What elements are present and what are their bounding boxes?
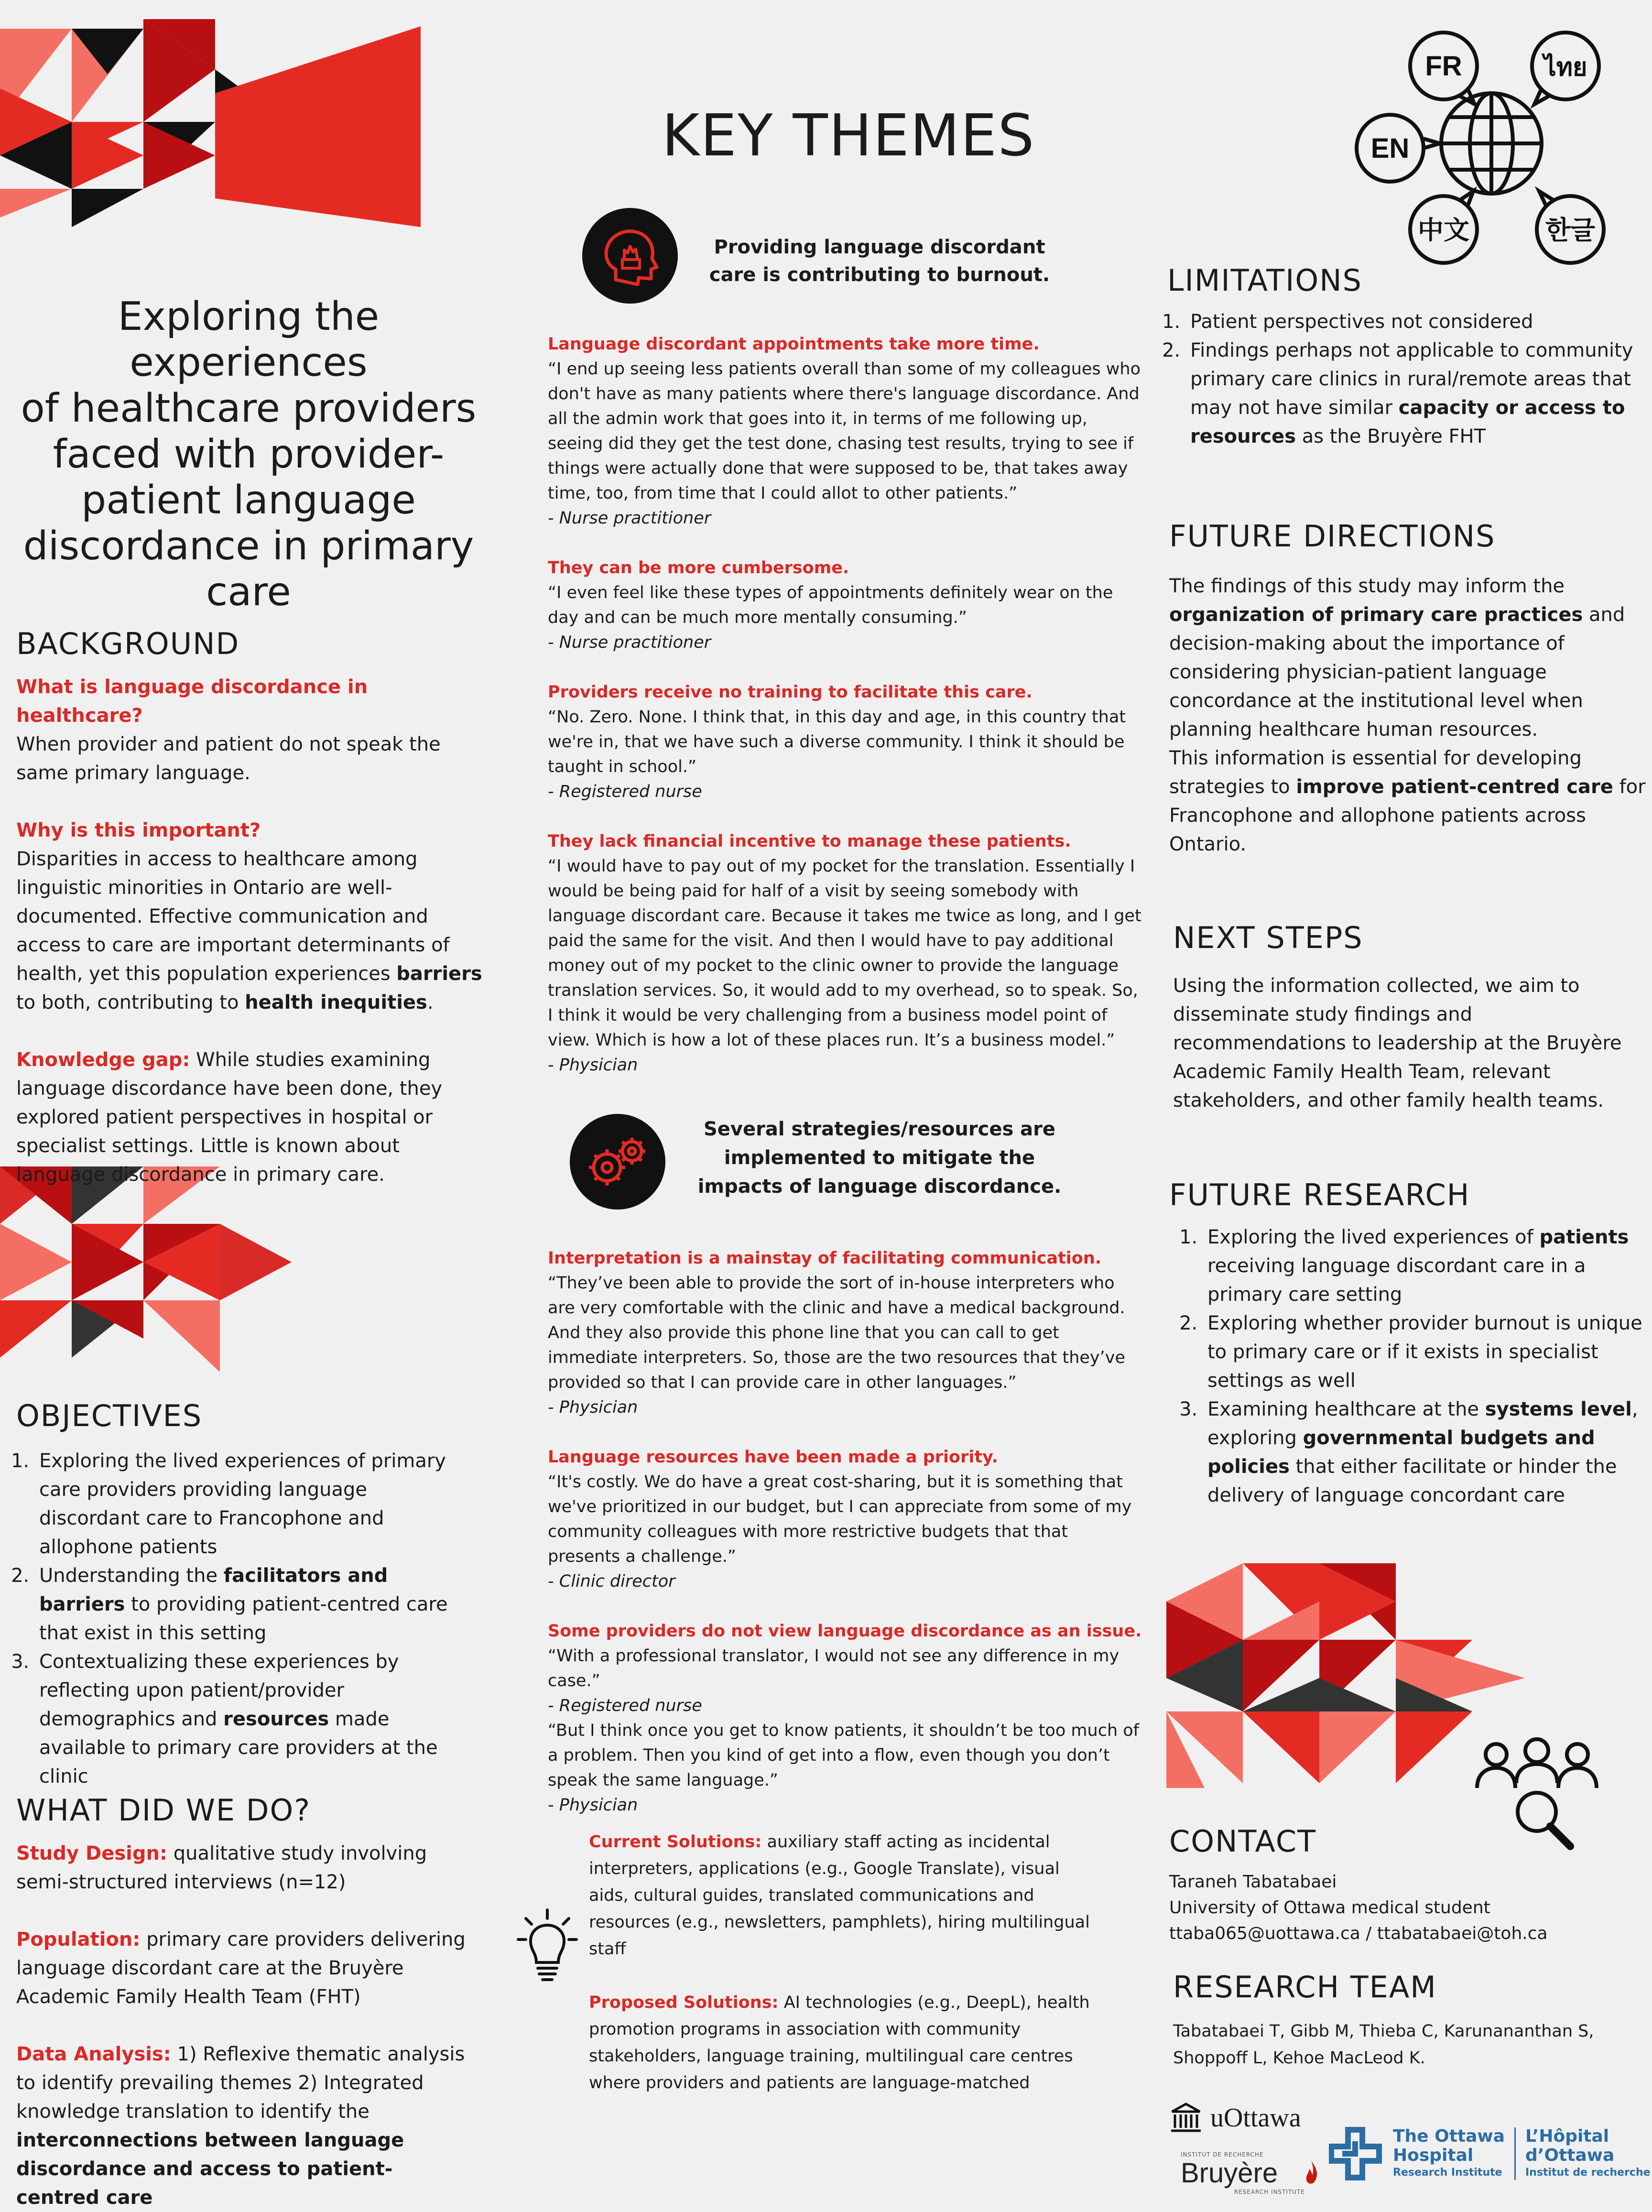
- multilingual-globe-icon: [1348, 24, 1635, 272]
- limitations-heading: LIMITATIONS: [1167, 263, 1362, 298]
- hospital-cross-icon: [1329, 2125, 1386, 2182]
- background-question-2: Why is this important?: [16, 819, 261, 841]
- title-line: patient language: [81, 478, 416, 523]
- objective-item: 1. Exploring the lived experiences of primary care providers providing language discordant care to Francophone and allophone patients: [35, 1447, 470, 1561]
- finding-speaker: - Nurse practitioner: [548, 509, 711, 528]
- research-team-section: [1173, 1970, 1641, 2071]
- finding-speaker: - Nurse practitioner: [548, 633, 711, 652]
- theme-2-title: Several strategies/resources are implemented to mitigate the impacts of language discordance.: [697, 1118, 1062, 1198]
- research-team-heading: RESEARCH TEAM: [1173, 1970, 1437, 2005]
- methods-section: [16, 1793, 475, 2212]
- globe-label-zh: 中文: [1418, 215, 1469, 245]
- objective-item: 3. Contextualizing these experiences by reflecting upon patient/provider demographics and resources made available to primary care providers at the clinic: [35, 1647, 470, 1791]
- theme-1-title: Providing language discordant care is contributing to burnout.: [709, 236, 1050, 286]
- bruyere-logo: INSTITUT DE RECHERCHE Bruyère RESEARCH INSTITUTE: [1181, 2151, 1324, 2199]
- title-line: Exploring the experiences: [118, 294, 380, 385]
- uottawa-logo: [1169, 2101, 1327, 2135]
- finding-speaker: - Clinic director: [548, 1572, 675, 1591]
- methods-heading: WHAT DID WE DO?: [16, 1793, 311, 1828]
- contact-emails[interactable]: ttaba065@uottawa.ca / ttabatabaei@toh.ca: [1169, 1924, 1548, 1943]
- theme-1-quotes: [548, 332, 1145, 1078]
- solutions-section: [589, 1829, 1096, 2096]
- future-research-item: 2. Exploring whether provider burnout is unique to primary care or if it exists in specialist settings as well: [1204, 1309, 1647, 1395]
- finding-quote: “I end up seeing less patients overall than some of my colleagues who don't have as many patients where there's language discordance. And all the admin work that goes into it, in terms of me following up, seeing did they get the test done, chasing test results, trying to see if things were actually done that were supposed to be, that takes away time, too, from time that I could allot to other patients.”: [548, 360, 1141, 503]
- future-research-item: 3. Examining healthcare at the systems level, exploring governmental budgets and policies that either facilitate or hinder the delivery of language concordant care: [1204, 1395, 1647, 1510]
- finding-heading: They can be more cumbersome.: [548, 558, 849, 578]
- triangle-pattern-left-middle: [0, 1166, 296, 1377]
- title-line: faced with provider-: [53, 432, 445, 477]
- triangle-pattern-top-left: [0, 17, 459, 227]
- finding-heading: Interpretation is a mainstay of facilitating communication.: [548, 1249, 1102, 1268]
- burnout-icon: [582, 208, 678, 304]
- finding-speaker: - Physician: [548, 1056, 638, 1075]
- finding-quote: “It's costly. We do have a great cost-sharing, but it is something that we've prioritized in our budget, but I can appreciate from some of my community colleagues with more restrictive budgets that that presents a challenge.”: [548, 1472, 1132, 1566]
- finding-quote: “But I think once you get to know patients, it shouldn’t be too much of a problem. Then you kind of get into a flow, even though you don’t speak the same language.”: [548, 1721, 1139, 1790]
- title-line: discordance in primary: [23, 523, 474, 569]
- background-section: [16, 626, 494, 1189]
- contact-heading: CONTACT: [1169, 1824, 1317, 1859]
- contact-name: Taraneh Tabatabaei: [1169, 1872, 1337, 1892]
- lightbulb-icon: [516, 1905, 578, 1986]
- future-directions-heading: FUTURE DIRECTIONS: [1169, 519, 1496, 554]
- current-solutions: Current Solutions: auxiliary staff acting as incidental interpreters, applications (e.g., Google Translate), visual aids, cultural guides, translated communications and resources (e.g., newsletters, pamphlets), hiring multilingual staff: [589, 1832, 1090, 1959]
- next-steps-heading: NEXT STEPS: [1173, 920, 1363, 955]
- finding-heading: Providers receive no training to facilitate this care.: [548, 683, 1032, 702]
- background-answer-1: When provider and patient do not speak the same primary language.: [16, 733, 441, 784]
- building-icon: [1169, 2101, 1203, 2135]
- finding-quote: “No. Zero. None. I think that, in this day and age, in this country that we're in, that we have such a diverse community. I think it should be taught in school.”: [548, 708, 1126, 776]
- contact-role: University of Ottawa medical student: [1169, 1898, 1490, 1918]
- population: Population: primary care providers delivering language discordant care at the Bruyère Academic Family Health Team (FHT): [16, 1929, 466, 2008]
- limitations-section: [1167, 263, 1645, 451]
- title-line: care: [206, 569, 291, 615]
- finding-speaker: - Registered nurse: [548, 1696, 702, 1715]
- data-analysis: Data Analysis: 1) Reflexive thematic analysis to identify prevailing themes 2) Integrated knowledge translation to identify the interconnections between language discordance and access to patient-centred care: [16, 2043, 465, 2209]
- flame-icon: [1303, 2160, 1320, 2187]
- globe-label-fr: FR: [1425, 51, 1462, 82]
- finding-quote: “With a professional translator, I would not see any difference in my case.”: [548, 1646, 1119, 1690]
- team-members: Tabatabaei T, Gibb M, Thieba C, Karunananthan S,: [1173, 2022, 1594, 2041]
- future-directions-p1: The findings of this study may inform the organization of primary care practices and decision-making about the importance of considering physician-patient language concordance at the institutional level when planning healthcare human resources.: [1169, 575, 1625, 741]
- finding-speaker: - Physician: [548, 1796, 638, 1815]
- limitation-item: 2. Findings perhaps not applicable to community primary care clinics in rural/remote areas that may not have similar capacity or access to resources as the Bruyère FHT: [1186, 336, 1645, 451]
- next-steps-text: Using the information collected, we aim to disseminate study findings and recommendations to leadership at the Bruyère Academic Family Health Team, relevant stakeholders, and other family health teams.: [1173, 975, 1622, 1111]
- finding-speaker: - Physician: [548, 1398, 638, 1417]
- key-themes-heading: KEY THEMES: [662, 103, 1035, 169]
- finding-quote: “They’ve been able to provide the sort of in-house interpreters who are very comfortable with the clinic and have a medical background. And they also provide this phone line that you can call to get immediate interpreters. So, those are the two resources that they’ve provided so that I can provide care in other languages.”: [548, 1274, 1126, 1392]
- finding-quote: “I would have to pay out of my pocket for the translation. Essentially I would be being paid for half of a visit by seeing somebody with language discordant care. Because it takes me twice as long, and I get paid the same for the visit. And then I would have to pay additional money out of my pocket to the clinic owner to provide the language translation services. So, it would add to my overhead, so to speak. So, I think it would be very challenging from a business model point of view. Which is how a lot of these places run. It’s a business model.”: [548, 857, 1141, 1050]
- gears-icon: [570, 1114, 665, 1210]
- future-directions-p2: This information is essential for developing strategies to improve patient-centred care for Francophone and allophone patients across Ontario.: [1169, 747, 1646, 855]
- study-design: Study Design: qualitative study involving semi-structured interviews (n=12): [16, 1842, 427, 1893]
- objectives-section: [16, 1398, 470, 1791]
- finding-heading: Language resources have been made a priority.: [548, 1448, 998, 1467]
- team-members: Shoppoff L, Kehoe MacLeod K.: [1173, 2049, 1425, 2068]
- ottawa-hospital-logo: The Ottawa Hospital Research Institute L’Hôpital d’Ottawa Institut de recherche: [1329, 2118, 1652, 2190]
- poster-title: [0, 294, 497, 615]
- knowledge-gap: Knowledge gap: While studies examining language discordance have been done, they explored patient perspectives in hospital or specialist settings. Little is known about language discordance in primary care.: [16, 1049, 443, 1186]
- contact-section: [1169, 1824, 1599, 1947]
- objective-item: 2. Understanding the facilitators and barriers to providing patient-centred care that exist in this setting: [35, 1561, 470, 1647]
- title-line: of healthcare providers: [21, 386, 477, 431]
- finding-quote: “I even feel like these types of appointments definitely wear on the day and can be much more mentally consuming.”: [548, 583, 1113, 627]
- globe-label-ko: 한글: [1545, 215, 1596, 245]
- future-research-item: 1. Exploring the lived experiences of patients receiving language discordant care in a primary care setting: [1204, 1223, 1647, 1309]
- limitation-item: 1. Patient perspectives not considered: [1186, 307, 1645, 336]
- proposed-solutions: Proposed Solutions: AI technologies (e.g., DeepL), health promotion programs in association with community stakeholders, language training, multilingual care centres where providers and patients are language-matched: [589, 1993, 1090, 2092]
- background-question-1: What is language discordance in healthcare?: [16, 676, 368, 727]
- finding-heading: They lack financial incentive to manage these patients.: [548, 832, 1071, 851]
- theme-2-quotes: [548, 1246, 1145, 1818]
- future-research-heading: FUTURE RESEARCH: [1169, 1177, 1470, 1212]
- future-directions-section: [1169, 519, 1647, 859]
- next-steps-section: [1173, 920, 1651, 1115]
- globe-label-en: EN: [1370, 133, 1410, 164]
- background-heading: BACKGROUND: [16, 626, 240, 661]
- finding-heading: Some providers do not view language discordance as an issue.: [548, 1622, 1142, 1641]
- globe-label-thai: ไทย: [1543, 53, 1587, 82]
- future-research-section: [1169, 1177, 1647, 1510]
- finding-speaker: - Registered nurse: [548, 782, 702, 801]
- finding-heading: Language discordant appointments take more time.: [548, 335, 1040, 354]
- background-answer-2: Disparities in access to healthcare among linguistic minorities in Ontario are well-documented. Effective communication and access to care are important determinants of health, yet this population experiences barriers to both, contributing to health inequities.: [16, 848, 482, 1013]
- objectives-heading: OBJECTIVES: [16, 1398, 203, 1433]
- uottawa-wordmark: uOttawa: [1210, 2103, 1301, 2133]
